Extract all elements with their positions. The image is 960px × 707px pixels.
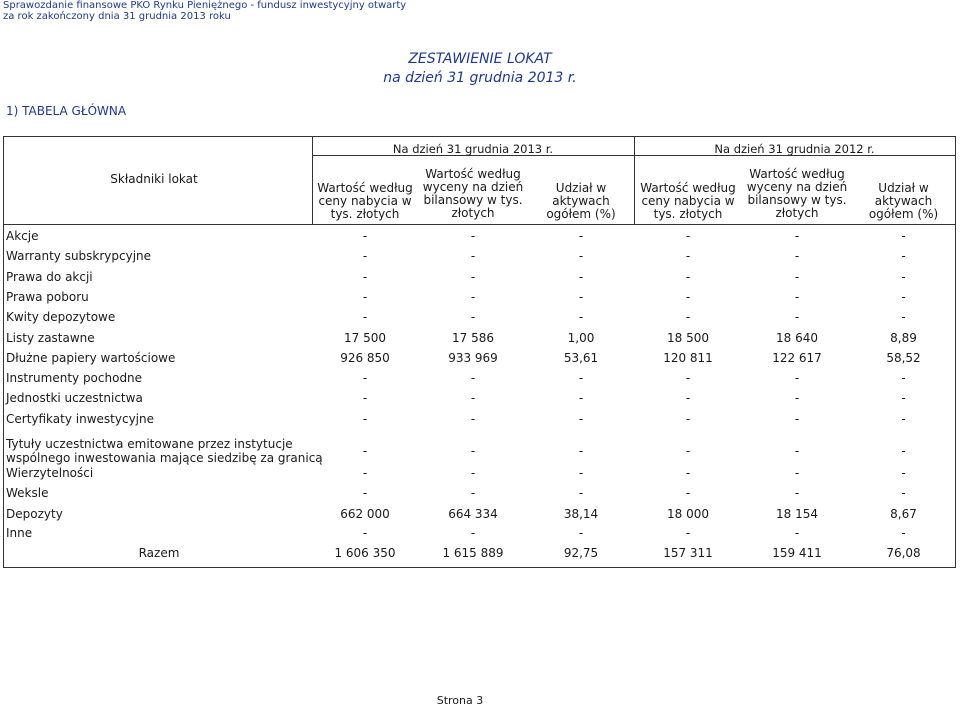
row-label: Prawa do akcji bbox=[6, 270, 93, 284]
page-subtitle: na dzień 31 grudnia 2013 r. bbox=[383, 70, 577, 86]
row-label: Inne bbox=[6, 526, 33, 540]
cell-value: - bbox=[578, 310, 584, 324]
investment-table bbox=[3, 136, 956, 568]
cell-value: - bbox=[901, 290, 906, 304]
table-row bbox=[4, 409, 955, 429]
column-header-share-2013: Udział w aktywach ogółem (%) bbox=[546, 181, 616, 221]
cell-value: - bbox=[578, 466, 584, 480]
cell-value: - bbox=[794, 526, 800, 540]
table-row bbox=[4, 267, 955, 287]
cell-value: 926 850 bbox=[340, 351, 390, 365]
table-row bbox=[4, 504, 955, 524]
row-label: Warranty subskrypcyjne bbox=[6, 249, 152, 263]
document-header-title: Sprawozdanie finansowe PKO Rynku Pieniężnego - fundusz inwestycyjny otwarty bbox=[3, 0, 407, 11]
period-2013-header: Na dzień 31 grudnia 2013 r. bbox=[392, 142, 554, 156]
cell-value: - bbox=[470, 229, 476, 243]
cell-value: - bbox=[794, 229, 800, 243]
cell-value: - bbox=[362, 310, 368, 324]
cell-value: - bbox=[685, 486, 691, 500]
cell-value: - bbox=[578, 270, 584, 284]
cell-value: - bbox=[794, 412, 800, 426]
cell-value: 18 000 bbox=[667, 507, 709, 521]
table-row bbox=[4, 463, 955, 483]
cell-value: - bbox=[685, 466, 691, 480]
cell-value: - bbox=[794, 486, 800, 500]
table-row bbox=[4, 368, 955, 388]
cell-value: - bbox=[470, 412, 476, 426]
cell-value: - bbox=[901, 486, 906, 500]
document-header-subtitle: za rok zakończony dnia 31 grudnia 2013 roku bbox=[3, 11, 231, 22]
cell-value: - bbox=[362, 249, 368, 263]
cell-value: - bbox=[901, 412, 906, 426]
cell-value: 664 334 bbox=[448, 507, 498, 521]
cell-value: - bbox=[362, 466, 368, 480]
table-row bbox=[4, 483, 955, 503]
page-number: Strona 3 bbox=[436, 694, 484, 707]
total-label: Razem bbox=[138, 546, 180, 560]
cell-value: - bbox=[362, 371, 368, 385]
total-value: 157 311 bbox=[663, 546, 713, 560]
cell-value: - bbox=[685, 229, 691, 243]
cell-value: - bbox=[470, 526, 476, 540]
cell-value: - bbox=[578, 526, 584, 540]
row-label: Depozyty bbox=[6, 507, 63, 521]
total-value: 159 411 bbox=[772, 546, 822, 560]
cell-value: - bbox=[901, 526, 906, 540]
table-row bbox=[4, 388, 955, 408]
cell-value: - bbox=[794, 444, 800, 458]
cell-value: - bbox=[362, 412, 368, 426]
cell-value: - bbox=[794, 371, 800, 385]
table-row bbox=[4, 226, 955, 246]
cell-value: - bbox=[685, 444, 691, 458]
cell-value: - bbox=[685, 290, 691, 304]
cell-value: 1,00 bbox=[567, 331, 595, 345]
section-title: 1) TABELA GŁÓWNA bbox=[6, 104, 127, 118]
cell-value: - bbox=[470, 466, 476, 480]
cell-value: - bbox=[470, 310, 476, 324]
cell-value: 18 500 bbox=[667, 331, 709, 345]
table-row bbox=[4, 246, 955, 266]
row-label: Wierzytelności bbox=[6, 466, 94, 480]
cell-value: - bbox=[470, 444, 476, 458]
cell-value: - bbox=[578, 486, 584, 500]
cell-value: - bbox=[794, 310, 800, 324]
column-header-valuation-2012: Wartość według wyceny na dzień bilansowy w tys. złotych bbox=[746, 167, 848, 220]
cell-value: - bbox=[794, 270, 800, 284]
cell-value: - bbox=[578, 412, 584, 426]
cell-value: - bbox=[901, 310, 906, 324]
cell-value: - bbox=[685, 270, 691, 284]
cell-value: 933 969 bbox=[448, 351, 498, 365]
table-row bbox=[4, 287, 955, 307]
cell-value: - bbox=[470, 391, 476, 405]
column-header-components: Składniki lokat bbox=[110, 172, 198, 186]
cell-value: - bbox=[685, 412, 691, 426]
cell-value: - bbox=[362, 444, 368, 458]
cell-value: - bbox=[794, 290, 800, 304]
cell-value: - bbox=[362, 486, 368, 500]
cell-value: 18 154 bbox=[776, 507, 818, 521]
row-label: Kwity depozytowe bbox=[6, 310, 116, 324]
cell-value: - bbox=[901, 391, 906, 405]
cell-value: - bbox=[901, 270, 906, 284]
page-title: ZESTAWIENIE LOKAT bbox=[408, 51, 552, 67]
cell-value: - bbox=[470, 371, 476, 385]
cell-value: - bbox=[470, 290, 476, 304]
cell-value: - bbox=[578, 371, 584, 385]
cell-value: - bbox=[901, 229, 906, 243]
total-row bbox=[4, 543, 955, 563]
cell-value: 662 000 bbox=[340, 507, 390, 521]
cell-value: - bbox=[470, 249, 476, 263]
cell-value: - bbox=[901, 466, 906, 480]
cell-value: - bbox=[794, 391, 800, 405]
cell-value: 8,89 bbox=[890, 331, 917, 345]
cell-value: 17 586 bbox=[452, 331, 494, 345]
table-row bbox=[4, 437, 955, 465]
cell-value: - bbox=[901, 249, 906, 263]
cell-value: - bbox=[362, 391, 368, 405]
cell-value: - bbox=[362, 270, 368, 284]
column-header-cost-2013: Wartość według ceny nabycia w tys. złotych bbox=[317, 181, 413, 221]
cell-value: - bbox=[578, 229, 584, 243]
cell-value: - bbox=[901, 444, 906, 458]
cell-value: - bbox=[901, 371, 906, 385]
cell-value: - bbox=[794, 249, 800, 263]
cell-value: - bbox=[794, 466, 800, 480]
row-label: Instrumenty pochodne bbox=[6, 371, 143, 385]
total-value: 1 615 889 bbox=[442, 546, 504, 560]
table-row bbox=[4, 328, 955, 348]
table-row bbox=[4, 307, 955, 327]
row-label: Prawa poboru bbox=[6, 290, 89, 304]
cell-value: - bbox=[685, 310, 691, 324]
row-label: Dłużne papiery wartościowe bbox=[6, 351, 176, 365]
cell-value: 120 811 bbox=[663, 351, 713, 365]
cell-value: 8,67 bbox=[890, 507, 917, 521]
cell-value: 17 500 bbox=[344, 331, 386, 345]
total-value: 76,08 bbox=[886, 546, 921, 560]
table-row bbox=[4, 348, 955, 368]
column-header-share-2012: Udział w aktywach ogółem (%) bbox=[868, 181, 939, 221]
cell-value: 38,14 bbox=[563, 507, 599, 521]
cell-value: - bbox=[685, 249, 691, 263]
cell-value: - bbox=[685, 526, 691, 540]
column-header-cost-2012: Wartość według ceny nabycia w tys. złotych bbox=[640, 181, 736, 221]
cell-value: - bbox=[362, 526, 368, 540]
cell-value: 58,52 bbox=[886, 351, 921, 365]
row-label: Weksle bbox=[6, 486, 49, 500]
cell-value: - bbox=[362, 290, 368, 304]
column-header-valuation-2013: Wartość według wyceny na dzień bilansowy w tys. złotych bbox=[422, 167, 524, 220]
row-label: Listy zastawne bbox=[6, 331, 95, 345]
row-label: Jednostki uczestnictwa bbox=[6, 391, 143, 405]
period-2012-header: Na dzień 31 grudnia 2012 r. bbox=[714, 142, 875, 156]
total-value: 92,75 bbox=[563, 546, 599, 560]
row-label: Tytuły uczestnictwa emitowane przez instytucje wspólnego inwestowania mające siedzibę za granicą bbox=[6, 437, 323, 465]
cell-value: 122 617 bbox=[772, 351, 822, 365]
cell-value: - bbox=[578, 391, 584, 405]
total-value: 1 606 350 bbox=[334, 546, 396, 560]
cell-value: 53,61 bbox=[563, 351, 599, 365]
cell-value: - bbox=[470, 270, 476, 284]
header-bottom-border bbox=[4, 224, 955, 225]
table-row bbox=[4, 523, 955, 543]
row-label: Akcje bbox=[6, 229, 39, 243]
cell-value: - bbox=[578, 290, 584, 304]
cell-value: 18 640 bbox=[776, 331, 818, 345]
cell-value: - bbox=[685, 371, 691, 385]
row-label: Certyfikaty inwestycyjne bbox=[6, 412, 154, 426]
cell-value: - bbox=[578, 444, 584, 458]
cell-value: - bbox=[685, 391, 691, 405]
cell-value: - bbox=[578, 249, 584, 263]
cell-value: - bbox=[362, 229, 368, 243]
cell-value: - bbox=[470, 486, 476, 500]
